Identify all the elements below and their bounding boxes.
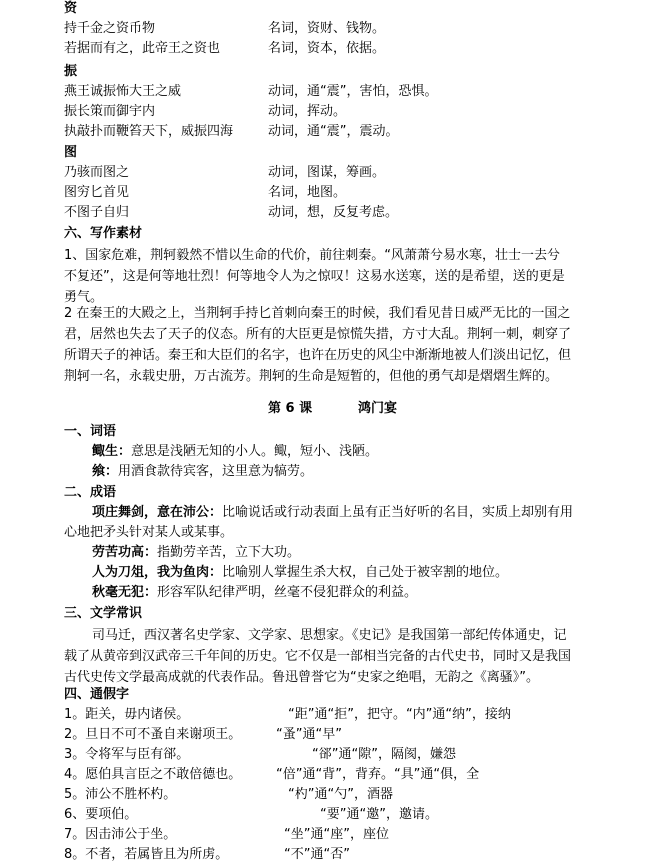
idiom-term: 劳苦功高： [92,545,158,560]
culture-line-3: 古代史传文学最高成就的代表作品。鲁迅曾誉它为“史家之绝唱，无韵之《离骚》”。 [64,670,539,685]
culture-line-2: 载了从黄帝到汉武帝三千年间的历史。它不仅是一部相当完备的古代史书，同时又是我国 [64,649,572,664]
writing-p2-line-4: 荆轲一名，永载史册，万古流芳。荆轲的生命是短暂的，但他的勇气却是熠熠生辉的。 [64,369,559,384]
vocab-term: 鲰生： [92,444,132,459]
vocab-term: 飨： [92,464,119,479]
tongjia-note-4: “倍”通“背”，背弃。“具”通“俱，全 [276,767,480,782]
tu-phrase-2: 图穷匕首见 [64,185,130,200]
zi-gloss-1: 名词，资财、钱物。 [268,21,386,36]
writing-p1-line-2: 不复还”，这是何等地壮烈！何等地令人为之惊叹！这易水送寒，送的是希望，送的更是 [64,269,565,284]
idiom-term: 秋毫无犯： [92,585,158,600]
writing-p1-line-1: 1、国家危难，荆轲毅然不惜以生命的代价，前往刺秦。“风萧萧兮易水寒，壮士一去兮 [64,248,561,263]
tu-gloss-2: 名词，地图。 [268,185,347,200]
idiom-def: 形容军队纪律严明，丝毫不侵犯群众的利益。 [157,585,418,600]
writing-paragraph-2 [64,303,612,387]
tongjia-note-5: “杓”通“勺”，酒器 [288,787,393,802]
tongjia-sentence-2: 2。旦日不可不蚤自来谢项王。 [64,727,242,742]
tongjia-sentence-1: 1。距关，毋内诸侯。 [64,707,190,722]
idioms-heading: 二、成语 [64,485,117,500]
tongjia-heading: 四、通假字 [64,687,130,702]
tongjia-sentence-4: 4。愿伯具言臣之不敢倍德也。 [64,767,242,782]
zhen-phrase-3: 执敲扑而鞭笞天下，威振四海 [64,124,234,139]
idiom-term: 人为刀俎，我为鱼肉： [92,565,223,580]
vocab-def: 意思是浅陋无知的小人。鲰，短小、浅陋。 [131,444,379,459]
tongjia-sentence-6: 6、要项伯。 [64,807,138,822]
tongjia-sentence-7: 7。因击沛公于坐。 [64,827,177,842]
zhen-phrase-1: 燕王诚振怖大王之威 [64,84,182,99]
tongjia-note-3: “郤”通“隙”，隔阂，嫌怨 [312,747,456,762]
zhen-phrase-2: 振长策而御宇内 [64,104,156,119]
zi-phrase-1: 持千金之资币物 [64,21,156,36]
vocab-def: 用酒食款待宾客，这里意为犒劳。 [118,464,314,479]
tongjia-sentence-8: 8。不者，若属皆且为所虏。 [64,847,229,862]
lesson-title: 鸿门宴 [358,401,398,416]
culture-paragraph [64,625,612,688]
zi-phrase-2: 若据而有之，此帝王之资也 [64,41,221,56]
idiom-item-2 [92,544,300,562]
tongjia-note-8: “不”通“否” [284,847,350,862]
zi-gloss-2: 名词，资本，依据。 [268,41,386,56]
idiom-item-4 [92,584,417,602]
writing-heading: 六、写作素材 [64,226,143,241]
vocab-item-1 [92,443,378,461]
tongjia-sentence-5: 5。沛公不胜杯杓。 [64,787,177,802]
idiom-item-1 [92,504,573,522]
idiom-item-3 [92,564,508,582]
tu-phrase-1: 乃骇而图之 [64,165,130,180]
writing-p2-line-1: 2 在秦王的大殿之上，当荆轲手持匕首刺向秦王的时候，我们看见昔日威严无比的一国之 [64,306,571,321]
culture-line-1: 司马迁，西汉著名史学家、文学家、思想家。《史记》是我国第一部纪传体通史，记 [92,628,567,643]
idiom-def: 指勤劳辛苦，立下大功。 [157,545,301,560]
writing-paragraph-1 [64,245,612,308]
culture-heading: 三、文学常识 [64,606,143,621]
writing-p2-line-2: 君，居然也失去了天子的仪态。所有的大臣更是惊慌失措，方寸大乱。荆轲一刺，刺穿了 [64,327,572,342]
zhen-gloss-2: 动词，挥动。 [268,104,347,119]
tongjia-note-2: “蚤”通“早” [276,727,342,742]
tongjia-sentence-3: 3。令将军与臣有郤。 [64,747,190,762]
zhen-gloss-3: 动词，通“震”，震动。 [268,124,399,139]
idiom-term: 项庄舞剑，意在沛公： [92,505,223,520]
zhen-gloss-1: 动词，通“震”，害怕，恐惧。 [268,84,438,99]
idiom-def: 比喻别人掌握生杀大权，自己处于被宰割的地位。 [222,565,509,580]
writing-p1-line-3: 勇气。 [64,290,104,305]
vocab-item-2 [92,463,313,481]
vocab-heading: 一、词语 [64,424,117,439]
lesson-number: 第 6 课 [268,401,313,416]
tongjia-note-7: “坐”通“座”，座位 [284,827,389,842]
tu-gloss-1: 动词，图谋，筹画。 [268,165,386,180]
heading-tu: 图 [64,145,78,160]
idiom-def: 比喻说话或行动表面上虽有正当好听的名目，实质上却别有用 [222,505,574,520]
heading-zhen: 振 [64,64,78,79]
tongjia-note-6: “要”通“邀”，邀请。 [320,807,438,822]
writing-p2-line-3: 所谓天子的神话。秦王和大臣们的名字，也许在历史的风尘中渐渐地被人们淡出记忆，但 [64,348,572,363]
idiom-item-1-cont: 心地把矛头针对某人或某事。 [64,525,234,540]
tongjia-note-1: “距”通“拒”，把守。“内”通“纳”，接纳 [288,707,511,722]
tu-gloss-3: 动词，想，反复考虑。 [268,205,399,220]
heading-zi: 资 [64,1,78,16]
tu-phrase-3: 不图子自归 [64,205,130,220]
